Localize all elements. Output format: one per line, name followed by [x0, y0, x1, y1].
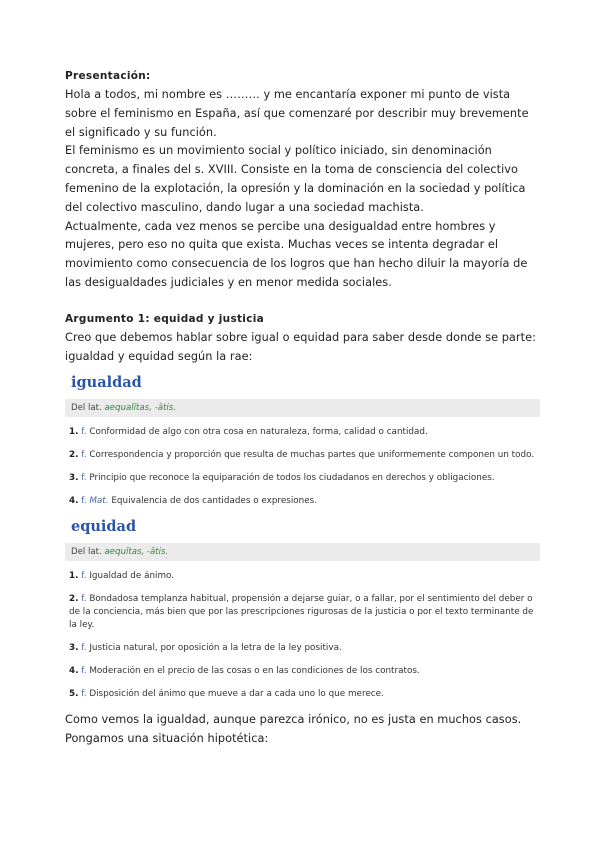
grammar-tag: f. [81, 427, 87, 438]
definition-text: Correspondencia y proporción que resulta de muchas partes que uniformemente componen un todo. [89, 450, 535, 461]
intro-paragraph-2: El feminismo es un movimiento social y político iniciado, sin denominación concreta, a finales del s. XVIII. Consiste en la toma de consciencia del colectivo femenino de la explotación, la opresión y la dominación en la sociedad y política del colectivo masculino, dando lugar a una sociedad machista. [65, 144, 526, 214]
definition-text: Justicia natural, por oposición a la letra de la ley positiva. [89, 643, 342, 654]
definition-text: Moderación en el precio de las cosas o en las condiciones de los contratos. [89, 666, 420, 677]
definition-text: Disposición del ánimo que mueve a dar a cada uno lo que merece. [89, 689, 384, 700]
dictionary-entry-equidad [65, 518, 540, 701]
entry-word: igualdad [71, 374, 142, 392]
intro-paragraph-1: Hola a todos, mi nombre es ……… y me encantaría exponer mi punto de vista sobre el feminismo en España, así que comenzaré por describir muy brevemente el significado y su función. [65, 88, 529, 139]
closing-paragraph: Como vemos la igualdad, aunque parezca irónico, no es justa en muchos casos. Pongamos una situación hipotética: [65, 713, 522, 746]
definition-number: 1. [69, 571, 79, 582]
document-body [65, 70, 540, 749]
definition-item [65, 495, 540, 508]
intro-section [65, 70, 540, 293]
definition-item [65, 426, 540, 439]
etymology-bar [65, 543, 540, 561]
etymology-prefix: Del lat. [71, 403, 102, 414]
definition-item [65, 593, 540, 632]
definition-item [65, 449, 540, 462]
etymology-prefix: Del lat. [71, 547, 102, 558]
definition-number: 2. [69, 450, 79, 461]
subject-abbreviation: Mat. [89, 496, 109, 507]
definition-number: 2. [69, 594, 79, 605]
definition-list [65, 570, 540, 701]
intro-paragraph-3: Actualmente, cada vez menos se percibe una desigualdad entre hombres y mujeres, pero eso no quita que exista. Muchas veces se intenta degradar el movimiento como consecuencia de los logros que han hecho diluir la mayoría de las desigualdades judiciales y en menor medida sociales. [65, 219, 528, 289]
definition-number: 4. [69, 496, 79, 507]
intro-heading: Presentación: [65, 70, 151, 82]
definition-item [65, 472, 540, 485]
dictionary-entry-igualdad [65, 374, 540, 508]
entry-word: equidad [71, 518, 137, 536]
definition-item [65, 642, 540, 655]
definition-number: 3. [69, 643, 79, 654]
definition-number: 3. [69, 473, 79, 484]
grammar-tag: f. [81, 473, 87, 484]
etymology-latin: aequalĭtas, -ātis. [104, 403, 176, 414]
argument-1-paragraph: Creo que debemos hablar sobre igual o equidad para saber desde donde se parte: igualdad y equidad según la rae: [65, 330, 536, 363]
definition-text: Igualdad de ánimo. [89, 571, 175, 582]
definition-text: Principio que reconoce la equiparación de todos los ciudadanos en derechos y obligaciones. [89, 473, 495, 484]
definition-number: 4. [69, 666, 79, 677]
grammar-tag: f. [81, 689, 87, 700]
etymology-bar [65, 399, 540, 417]
definition-text: Conformidad de algo con otra cosa en naturaleza, forma, calidad o cantidad. [89, 427, 428, 438]
definition-item [65, 570, 540, 583]
definition-text: Equivalencia de dos cantidades o expresiones. [111, 496, 318, 507]
definition-text: Bondadosa templanza habitual, propensión a dejarse guiar, o a fallar, por el sentimiento del deber o de la conciencia, más bien que por las prescripciones rigurosas de la justicia o por el texto terminante de la ley. [69, 594, 534, 631]
argument-1-heading: Argumento 1: equidad y justicia [65, 312, 265, 325]
definition-number: 1. [69, 427, 79, 438]
definition-item [65, 665, 540, 678]
grammar-tag: f. [81, 496, 87, 507]
definition-item [65, 688, 540, 701]
grammar-tag: f. [81, 643, 87, 654]
grammar-tag: f. [81, 594, 87, 605]
definition-number: 5. [69, 689, 79, 700]
grammar-tag: f. [81, 571, 87, 582]
grammar-tag: f. [81, 450, 87, 461]
grammar-tag: f. [81, 666, 87, 677]
definition-list [65, 426, 540, 508]
etymology-latin: aequĭtas, -ātis. [104, 547, 169, 558]
argument-1-section [65, 313, 540, 367]
